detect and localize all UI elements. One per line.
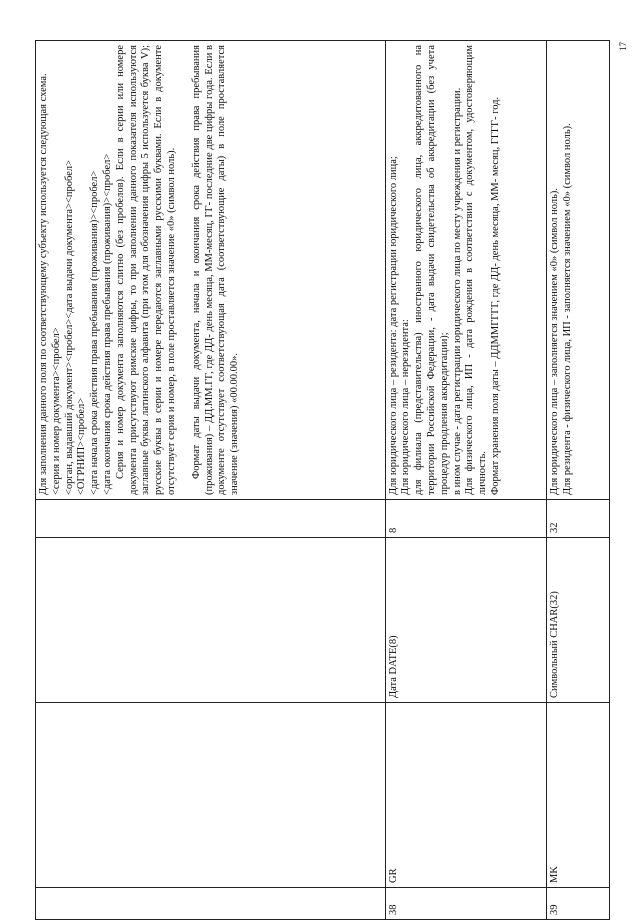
description-line: для филиала (представительства) иностранного юридического лица, аккредитованного на территории Российской Федерации, - дата выдачи свидетельства об аккредитации (без учета процедур продления аккредитации); — [413, 45, 450, 495]
field-length — [36, 500, 386, 538]
description-line: Для юридического лица – резидента: дата регистрации юридического лица; — [387, 156, 399, 495]
field-type: Символьный CHAR(32) — [547, 538, 610, 703]
field-code: MK — [547, 703, 610, 888]
field-length: 32 — [547, 500, 610, 538]
field-spec-table — [35, 40, 610, 920]
description-line: <дата начала срока действия права пребывания (проживания)><пробел> — [89, 170, 101, 495]
field-type: Дата DATE(8) — [385, 538, 547, 703]
field-description — [547, 41, 610, 500]
description-line: Формат хранения поля даты – ДДММГГГГ, где ДД- день месяца, ММ- месяц, ГГГГ- год. — [489, 96, 501, 495]
description-line: Для физического лица, ИП - дата рождения в соответствии с документом, удостоверяющим личность. — [464, 45, 489, 495]
description-line: в ином случае - дата регистрации юридического лица по месту учреждения и регистрации. — [451, 87, 463, 495]
description-line: Для резидента - физического лица, ИП - заполняется значением «0» (символ ноль). — [562, 123, 574, 495]
description-line: <серия и номер документа><пробел> — [50, 327, 62, 495]
description-line: Для юридического лица – нерезидента: — [400, 319, 412, 495]
description-line: Для заполнения данного поля по соответствующему субъекту используется следующая схема. — [38, 73, 49, 495]
table-row — [547, 41, 610, 920]
description-line: Формат даты выдачи документа, начала и окончания срока действия права пребывания (проживания) – ДД.ММ.ГГ, где ДД- день месяца, ММ-месяц, ГГ- последние две цифры года. Если в документе отсутствует соответствующая дата (соответствующие даты) в поле проставляется значение (значения) «00.00.00». — [190, 45, 241, 495]
rotated-sheet — [35, 40, 610, 920]
description-line — [179, 45, 191, 495]
description-line: <ОГРНИП><пробел> — [76, 397, 88, 495]
row-number: 38 — [385, 888, 547, 920]
table-row — [36, 41, 386, 920]
page-number: 17 — [618, 42, 628, 51]
field-type — [36, 538, 386, 703]
table-row — [385, 41, 547, 920]
field-description — [36, 41, 386, 500]
field-code: GR — [385, 703, 547, 888]
description-line: <орган, выдавший документ><пробел><дата выдачи документа><пробел> — [63, 159, 75, 495]
field-length: 8 — [385, 500, 547, 538]
field-description — [385, 41, 547, 500]
description-line: Для юридического лица – заполняется значением «0» (символ ноль). — [549, 187, 561, 495]
description-line: Серия и номер документа заполняются слитно (без пробелов). Если в серии или номере документа присутствуют римские цифры, то при заполнении данного показателя используются заглавные буквы латинского алфавита (при этом для обозначения цифры 5 используется буква V); русские буквы в серии и номере передаются заглавными русскими буквами. Если в документе отсутствует серия и номер, в поле проставляется значение «0» (символ ноль). — [114, 45, 177, 495]
description-line: <дата окончания срока действия права пребывания (проживания)><пробел> — [101, 153, 113, 495]
field-code — [36, 703, 386, 888]
row-number: 39 — [547, 888, 610, 920]
row-number — [36, 888, 386, 920]
